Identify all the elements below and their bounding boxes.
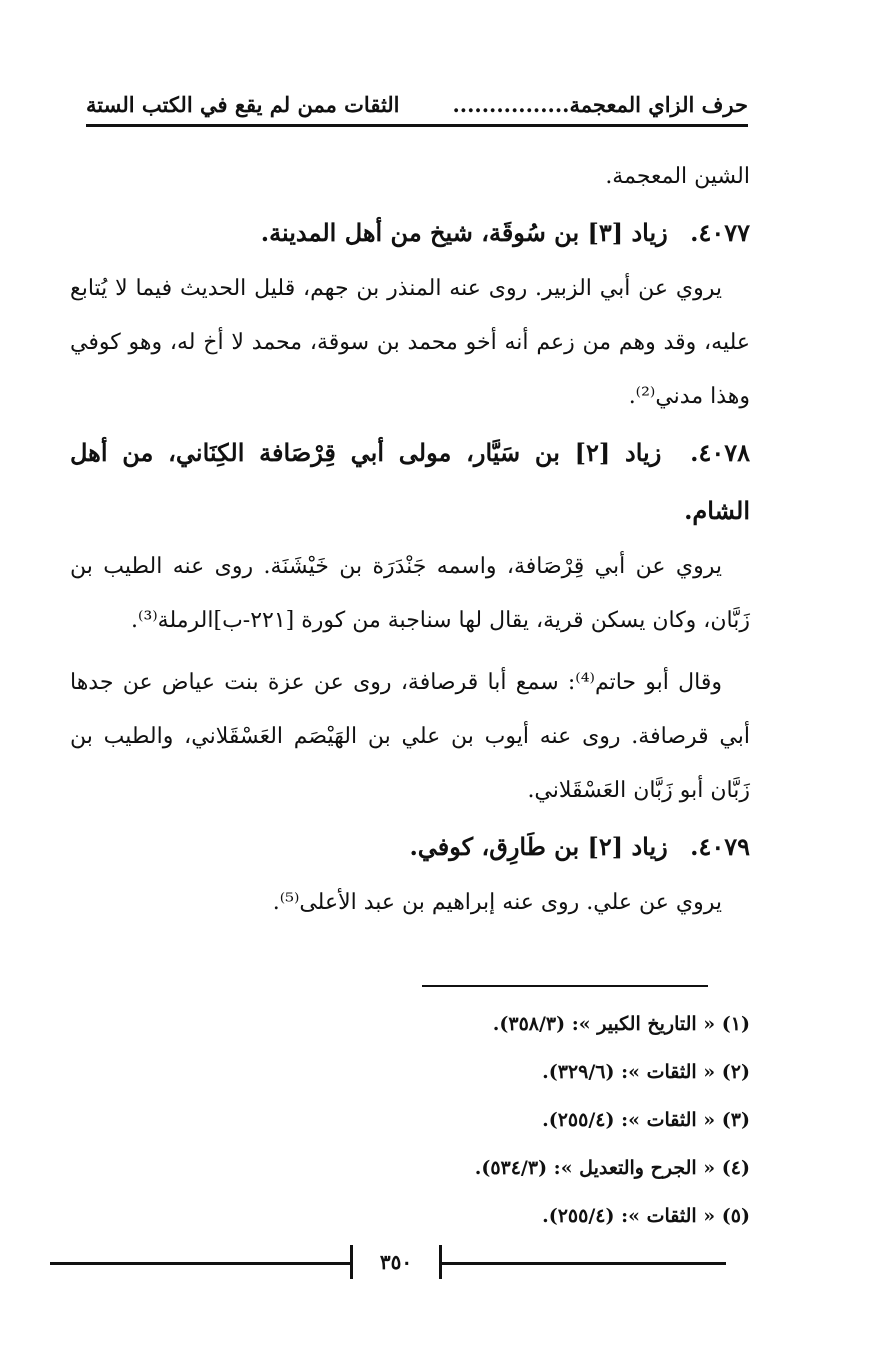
header-book-title: الثقات ممن لم يقع في الكتب الستة — [86, 91, 400, 117]
entry-paragraph: يروي عن أبي قِرْصَافة، واسمه جَنْدَرَة بن خَيْشَنَة. روى عنه الطيب بن زَبَّان، وكان يسكن قرية، يقال لها سناجبة من كورة [٢٢١-ب]الرملة⁽³⁾. — [70, 554, 750, 633]
footnotes-list — [300, 1000, 750, 1240]
header-chapter-title — [453, 92, 749, 117]
entry-heading — [70, 818, 750, 876]
footnote-item: (٢) « الثقات »: (٣٢٩/٦). — [542, 1061, 750, 1083]
entry-number: ٤٠٧٩. — [690, 832, 750, 861]
entry-number: ٤٠٧٧. — [690, 218, 750, 247]
entry-title: زياد [٢] بن طَارِق، كوفي. — [409, 832, 668, 861]
running-header — [86, 84, 748, 127]
header-chapter-text: حرف الزاي المعجمة — [569, 91, 748, 117]
entry-4079 — [70, 818, 750, 930]
footnote-separator — [422, 985, 708, 987]
footnote-item: (٥) « الثقات »: (٢٥٥/٤). — [542, 1205, 750, 1227]
entry-4077 — [70, 204, 750, 424]
footnote-item: (٤) « الجرح والتعديل »: (٥٣٤/٣). — [474, 1157, 750, 1179]
page-number: ٣٥٠ — [350, 1245, 442, 1279]
entry-title: زياد [٢] بن سَيَّار، مولى أبي قِرْصَافة الكِنَاني، من أهل الشام. — [70, 438, 750, 525]
entry-paragraph: وقال أبو حاتم⁽⁴⁾: سمع أبا قرصافة، روى عن عزة بنت عياض عن جدها أبي قرصافة. روى عنه أيوب بن علي بن الهَيْصَم العَسْقَلاني، والطيب بن زَبَّان أبو زَبَّان العَسْقَلاني. — [70, 670, 750, 803]
header-dots: ................ — [452, 91, 570, 117]
entry-4078 — [70, 424, 750, 818]
entry-number: ٤٠٧٨. — [690, 438, 750, 467]
entry-heading — [70, 424, 750, 540]
entry-paragraph: يروي عن علي. روى عنه إبراهيم بن عبد الأعلى⁽⁵⁾. — [272, 890, 722, 915]
intro-line: الشين المعجمة. — [605, 164, 750, 189]
entry-paragraph: يروي عن أبي الزبير. روى عنه المنذر بن جهم، قليل الحديث فيما لا يُتابع عليه، وقد وهم من زعم أنه أخو محمد بن سوقة، محمد لا أخ له، وهو كوفي وهذا مدني⁽²⁾. — [70, 276, 750, 409]
entry-title: زياد [٣] بن سُوقَة، شيخ من أهل المدينة. — [260, 218, 668, 247]
footnote-item: (٣) « الثقات »: (٢٥٥/٤). — [542, 1109, 750, 1131]
main-text — [70, 150, 750, 930]
footnote-item: (١) « التاريخ الكبير »: (٣٥٨/٣). — [492, 1013, 750, 1035]
entry-heading — [70, 204, 750, 262]
paragraph-gap — [70, 648, 750, 656]
